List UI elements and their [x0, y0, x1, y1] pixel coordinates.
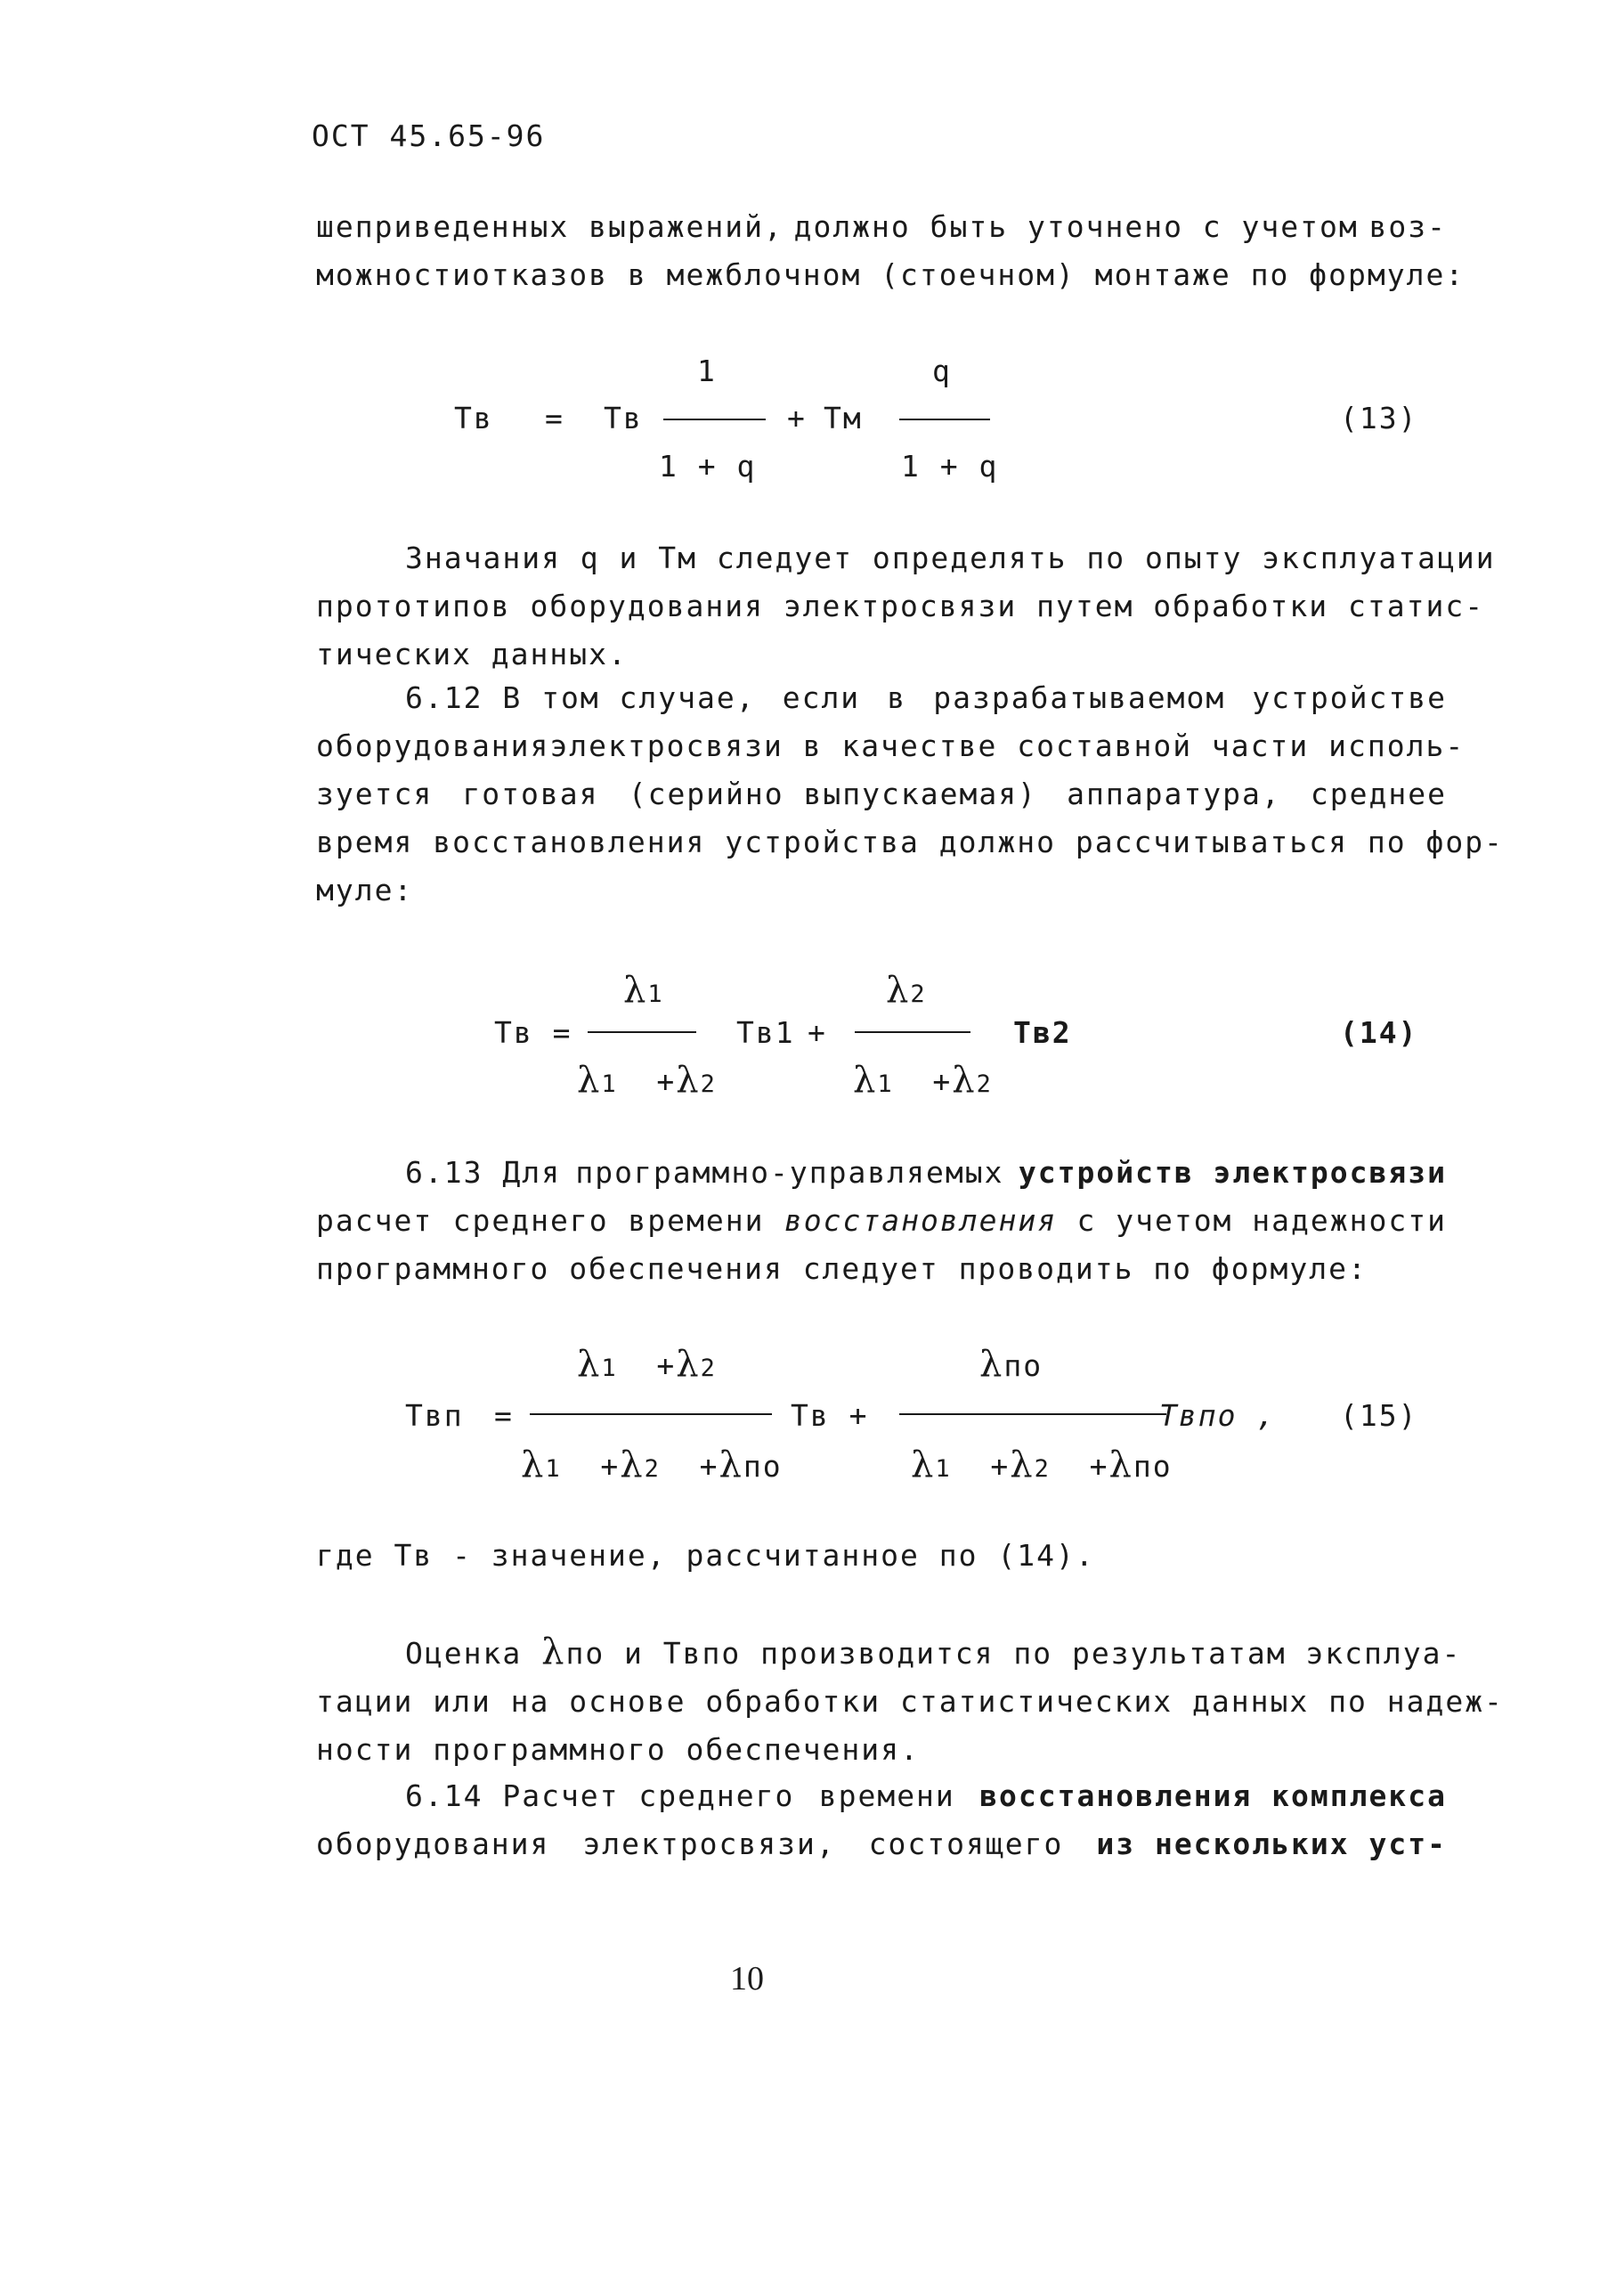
text-fragment: 6.14 Расчет среднего — [405, 1778, 795, 1813]
subscript: 1 — [877, 1070, 894, 1098]
plus-sign: + — [1089, 1449, 1109, 1484]
text-fragment: восстановления комплекса — [979, 1778, 1447, 1813]
text-line — [316, 1197, 1447, 1245]
text-line — [316, 770, 1447, 818]
fraction-denominator — [853, 1056, 993, 1109]
plus-sign: + — [600, 1449, 621, 1484]
text-line: тических данных. — [316, 637, 628, 671]
text-fragment: 6.12 В том случае, — [405, 680, 756, 715]
text-line: тации или на основе обработки статистических данных по надеж- — [316, 1684, 1504, 1719]
fraction-bar — [530, 1413, 772, 1415]
subscript: 2 — [910, 980, 927, 1008]
plus-sign: + — [932, 1064, 953, 1099]
plus-sign: + — [656, 1064, 677, 1099]
text-line: ности программного обеспечения. — [316, 1732, 920, 1767]
text-fragment: в — [887, 680, 907, 715]
subscript: 1 — [647, 980, 664, 1008]
text-line — [316, 1628, 1462, 1678]
lambda-symbol: λ — [853, 1060, 878, 1101]
text-fragment: электросвязи в качестве составной части исполь- — [549, 728, 1466, 763]
text-fragment: зуется — [316, 777, 434, 811]
formula-term: Твпо , — [1159, 1398, 1277, 1433]
formula-equals: = — [494, 1398, 514, 1433]
text-fragment: программно-управляемых — [575, 1155, 1004, 1190]
text-fragment: устройств электросвязи — [1018, 1155, 1447, 1190]
fraction-numerator — [623, 966, 664, 1019]
text-fragment: отказов в межблочном (стоечном) монтаже по формуле: — [471, 257, 1466, 292]
subscript: по — [1133, 1449, 1173, 1484]
subscript: 2 — [1034, 1455, 1051, 1483]
subscript: 2 — [976, 1070, 993, 1098]
fraction-bar — [899, 419, 990, 420]
intro-paragraph — [316, 203, 1466, 299]
lambda-symbol: λ — [676, 1060, 701, 1101]
formula-lhs: Тв — [454, 401, 493, 435]
text-fragment: расчет — [316, 1203, 434, 1238]
text-fragment: оборудования — [316, 1827, 550, 1861]
text-line: прототипов оборудования электросвязи путем обработки статис- — [316, 589, 1485, 623]
text-line — [316, 203, 1447, 251]
text-fragment: шеприведенных выражений, — [316, 209, 784, 244]
subscript: 2 — [700, 1070, 717, 1098]
lambda-symbol: λ — [577, 1060, 602, 1101]
fraction-numerator: λпо — [979, 1344, 1043, 1385]
fraction-denominator: λ1 +λ2 +λпо — [521, 1444, 783, 1485]
paragraph-estimation — [316, 1628, 1504, 1774]
text-fragment: готовая — [462, 777, 599, 811]
text-fragment: 6.13 Для — [405, 1155, 561, 1190]
text-fragment: разрабатываемом — [933, 680, 1226, 715]
text-fragment: с учетом надежности — [1076, 1203, 1447, 1238]
text-line — [316, 1149, 1447, 1197]
formula-term: Тв + — [791, 1398, 869, 1433]
paragraph-6-14 — [316, 1772, 1447, 1868]
text-line — [316, 1772, 1447, 1820]
fraction-bar — [588, 1031, 696, 1033]
text-fragment: электросвязи, — [582, 1827, 836, 1861]
formula-term: Тв1 — [736, 1015, 795, 1050]
lambda-symbol: λ — [952, 1060, 977, 1101]
subscript: 1 — [601, 1070, 618, 1098]
where-line: где Тв - значение, рассчитанное по (14). — [316, 1538, 1095, 1573]
lambda-symbol: λ — [623, 970, 648, 1011]
formula-lhs: Тв = — [494, 1015, 572, 1050]
page-number: 10 — [730, 1960, 764, 1997]
text-fragment: устройстве — [1252, 680, 1447, 715]
subscript: по — [1003, 1348, 1043, 1383]
equation-number: (15) — [1340, 1398, 1418, 1433]
lambda-symbol: λ — [886, 970, 911, 1011]
fraction-denominator — [577, 1056, 717, 1109]
text-fragment: можности — [316, 257, 472, 292]
formula-plus: + — [808, 1015, 827, 1050]
text-fragment: должно быть уточнено с учетом — [793, 209, 1359, 244]
text-fragment: состоящего — [868, 1827, 1064, 1861]
subscript: по — [743, 1449, 783, 1484]
text-line: Значания q и Тм следует определять по опыту эксплуатации — [405, 541, 1496, 575]
text-fragment: среднее — [1310, 777, 1447, 811]
subscript: 1 — [545, 1455, 562, 1483]
formula-term: Тм — [824, 401, 863, 435]
paragraph-6-12 — [316, 674, 1504, 915]
text-fragment: Оценка — [405, 1636, 523, 1671]
subscript: 2 — [700, 1355, 717, 1382]
equation-number: (14) — [1340, 1015, 1418, 1050]
fraction-denominator: 1 + q — [901, 449, 999, 484]
text-fragment: по и Твпо производится по результатам эксплуа- — [565, 1636, 1462, 1671]
text-fragment: среднего времени — [452, 1203, 765, 1238]
plus-sign: + — [699, 1449, 719, 1484]
fraction-denominator: 1 + q — [659, 449, 757, 484]
fraction-numerator — [886, 966, 927, 1019]
fraction-numerator: 1 — [697, 354, 717, 388]
equation-number: (13) — [1340, 401, 1418, 435]
fraction-numerator: λ1 +λ2 — [577, 1344, 717, 1385]
paragraph-q-tm — [316, 534, 1496, 679]
text-fragment: времени — [818, 1778, 955, 1813]
formula-plus: + — [787, 401, 807, 435]
paragraph-6-13 — [316, 1149, 1447, 1293]
text-line: программного обеспечения следует проводить по формуле: — [316, 1251, 1368, 1286]
text-line: время восстановления устройства должно рассчитываться по фор- — [316, 825, 1504, 859]
plus-sign: + — [990, 1449, 1011, 1484]
formula-lhs: Твп — [405, 1398, 464, 1433]
subscript: 2 — [644, 1455, 661, 1483]
text-line — [316, 251, 1466, 299]
text-fragment: если — [782, 680, 861, 715]
text-line — [316, 674, 1447, 722]
formula-term: Тв — [604, 401, 643, 435]
document-code: ОСТ 45.65-96 — [312, 118, 546, 153]
formula-equals: = — [545, 401, 564, 435]
text-fragment: восстановления — [784, 1203, 1058, 1238]
text-fragment: из нескольких уст- — [1096, 1827, 1447, 1861]
plus-sign: + — [656, 1348, 677, 1383]
subscript: 1 — [935, 1455, 952, 1483]
text-line — [316, 722, 1466, 770]
fraction-numerator: q — [932, 354, 952, 388]
fraction-denominator: λ1 +λ2 +λпо — [911, 1444, 1173, 1485]
fraction-bar — [855, 1031, 970, 1033]
text-fragment: воз- — [1368, 209, 1447, 244]
fraction-bar — [663, 419, 766, 420]
text-fragment: оборудования — [316, 728, 550, 763]
text-line — [316, 1820, 1447, 1868]
text-line: муле: — [316, 873, 414, 907]
text-fragment: аппаратура, — [1067, 777, 1281, 811]
text-fragment: (серийно выпускаемая) — [628, 777, 1037, 811]
subscript: 1 — [601, 1355, 618, 1382]
formula-term: Тв2 — [1013, 1015, 1072, 1050]
lambda-symbol: λ — [541, 1631, 566, 1672]
fraction-bar — [899, 1413, 1166, 1415]
